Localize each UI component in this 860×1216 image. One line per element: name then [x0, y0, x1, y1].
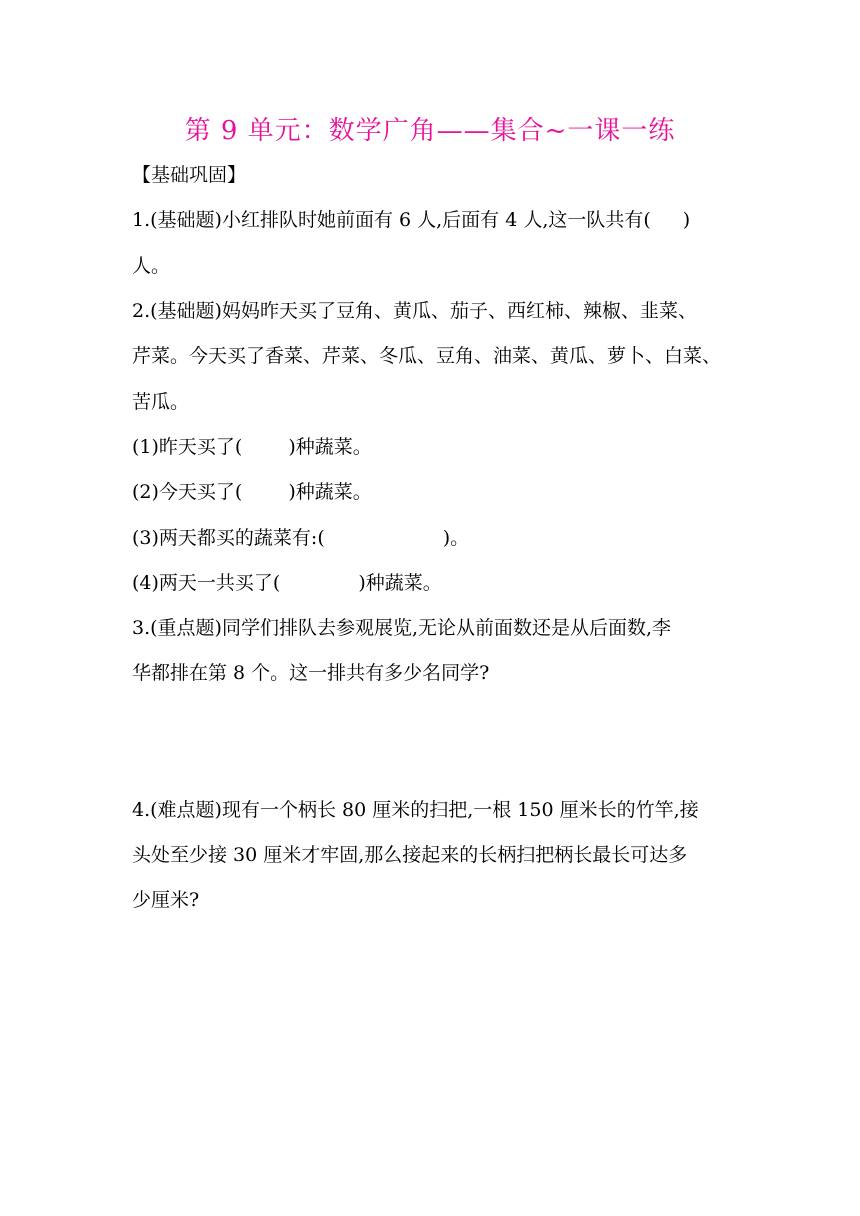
sub-question-suffix: )种蔬菜。: [288, 481, 372, 503]
question-2-line-1: 2.(基础题)妈妈昨天买了豆角、黄瓜、茄子、西红柿、辣椒、韭菜、: [132, 300, 697, 322]
question-2-line-2: 芹菜。今天买了香菜、芹菜、冬瓜、豆角、油菜、黄瓜、萝卜、白菜、: [132, 345, 722, 367]
question-4-line-1: 4.(难点题)现有一个柄长 80 厘米的扫把,一根 150 厘米长的竹竿,接: [132, 799, 699, 821]
question-1-close: ): [682, 209, 691, 231]
question-4-line-3: 少厘米?: [132, 889, 200, 911]
question-2-sub-4: [132, 570, 442, 596]
question-1-line-1: [132, 207, 690, 233]
sub-question-text: (3)两天都买的蔬菜有:(: [132, 527, 325, 549]
sub-question-suffix: )种蔬菜。: [288, 436, 372, 458]
question-2-line-3: 苦瓜。: [132, 391, 190, 413]
question-2-sub-2: [132, 479, 372, 505]
sub-question-text: (4)两天一共买了(: [132, 572, 281, 594]
question-2-sub-3: [132, 525, 469, 551]
sub-question-suffix: )种蔬菜。: [358, 572, 442, 594]
question-2-sub-1: [132, 434, 372, 460]
question-3-line-2: 华都排在第 8 个。这一排共有多少名同学?: [132, 662, 490, 684]
sub-question-text: (2)今天买了(: [132, 481, 243, 503]
section-heading: 【基础巩固】: [132, 164, 247, 186]
page-title: 第 9 单元：数学广角——集合~一课一练: [184, 116, 676, 146]
question-3-line-1: 3.(重点题)同学们排队去参观展览,无论从前面数还是从后面数,李: [132, 617, 672, 639]
sub-question-text: (1)昨天买了(: [132, 436, 243, 458]
question-1-text: 1.(基础题)小红排队时她前面有 6 人,后面有 4 人,这一队共有(: [132, 209, 651, 231]
question-4-line-2: 头处至少接 30 厘米才牢固,那么接起来的长柄扫把柄长最长可达多: [132, 844, 688, 866]
sub-question-suffix: )。: [442, 527, 470, 549]
question-1-line-2: 人。: [132, 255, 171, 277]
